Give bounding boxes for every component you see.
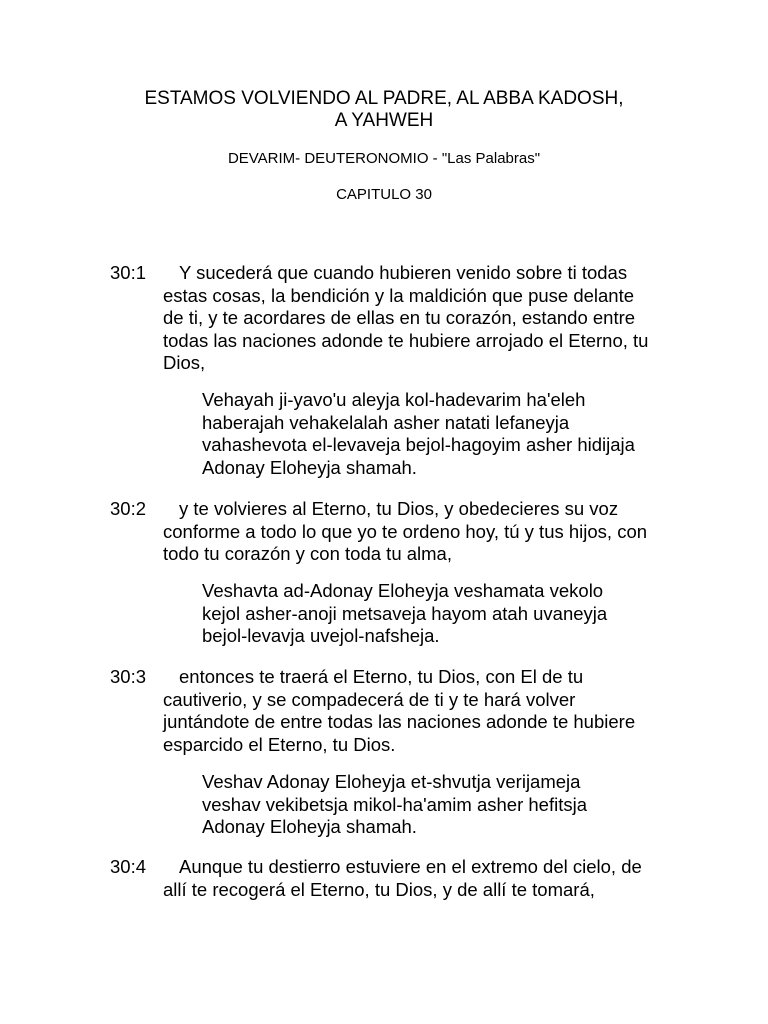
verse-number: 30:3 <box>110 666 147 687</box>
verse-block <box>110 666 650 756</box>
verse-transliteration: Veshavta ad-Adonay Eloheyja veshamata vekolo kejol asher-anoji metsaveja hayom atah uvaneyja bejol-levavja uvejol-nafsheja. <box>202 580 608 646</box>
verse-number: 30:4 <box>110 856 147 877</box>
verse-transliteration: Vehayah ji-yavo'u aleyja kol-hadevarim ha'eleh haberajah vehakelalah asher natati lefaneyja vahashevota el-levaveja bejol-hagoyim asher hidijaja Adonay Eloheyja shamah. <box>202 389 635 478</box>
document-subtitle: DEVARIM- DEUTERONOMIO - "Las Palabras" <box>227 150 541 167</box>
verse-block <box>110 856 650 901</box>
chapter-heading: CAPITULO 30 <box>336 186 432 203</box>
document-title-line-2: A YAHWEH <box>334 110 434 131</box>
verse-number: 30:2 <box>110 498 147 519</box>
document-title-line-1: ESTAMOS VOLVIENDO AL PADRE, AL ABBA KADOSH, <box>144 88 624 109</box>
verse-transliteration: Veshav Adonay Eloheyja et-shvutja verijameja veshav vekibetsja mikol-ha'amim asher hefitsja Adonay Eloheyja shamah. <box>202 771 587 837</box>
verse-text: entonces te traerá el Eterno, tu Dios, con El de tu cautiverio, y se compadecerá de ti y te hará volver juntándote de entre todas las naciones adonde te hubiere esparcido el Eterno, tu Dios. <box>163 666 636 755</box>
verse-block <box>110 262 650 375</box>
verse-text: Aunque tu destierro estuviere en el extremo del cielo, de allí te recogerá el Eterno, tu Dios, y de allí te tomará, <box>163 856 642 900</box>
verse-block <box>110 498 650 566</box>
verse-text: y te volvieres al Eterno, tu Dios, y obedecieres su voz conforme a todo lo que yo te ordeno hoy, tú y tus hijos, con todo tu corazón y con toda tu alma, <box>163 498 648 564</box>
verse-text: Y sucederá que cuando hubieren venido sobre ti todas estas cosas, la bendición y la maldición que puse delante de ti, y te acordares de ellas en tu corazón, estando entre todas las naciones adonde te hubiere arrojado el Eterno, tu Dios, <box>163 262 649 373</box>
verse-number: 30:1 <box>110 262 147 283</box>
